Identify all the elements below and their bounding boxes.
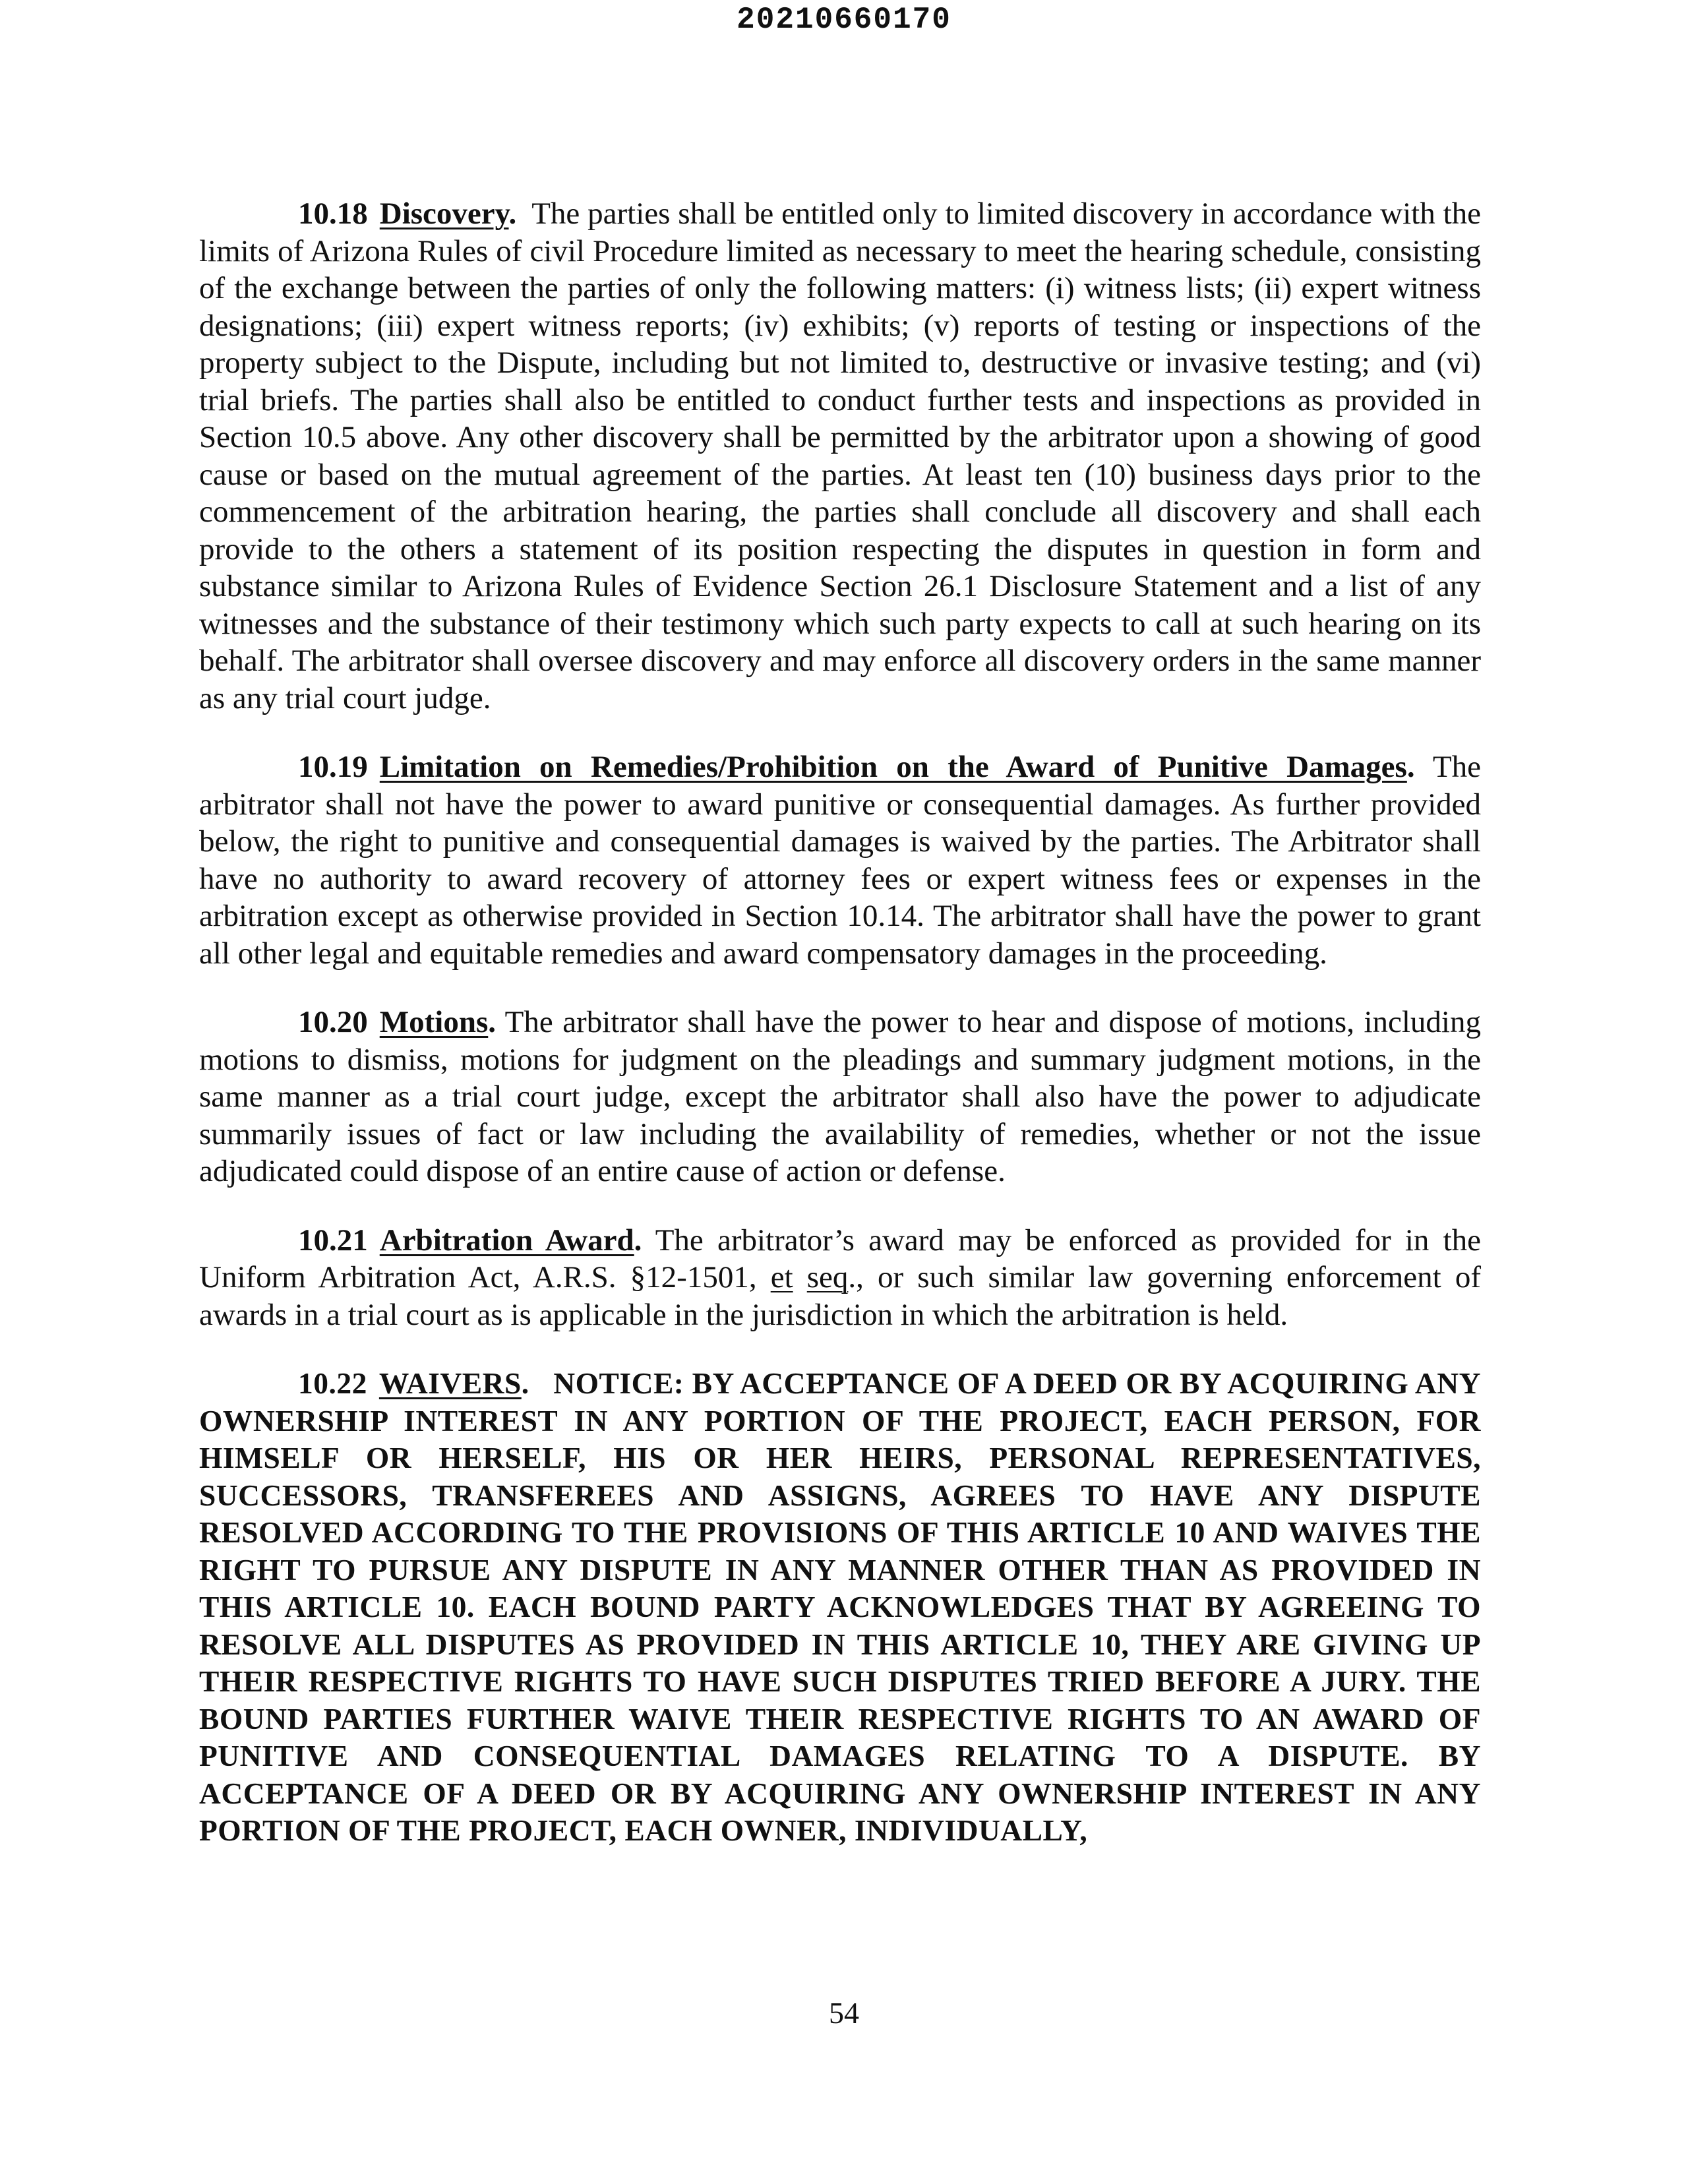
recording-number: 20210660170 (737, 3, 951, 37)
section-10-20: 10.20 Motions. The arbitrator shall have the power to hear and dispose of motions, including motions to dismiss, motions for judgment on the pleadings and summary judgment motions, in the same manner as a trial court judge, except the arbitrator shall also have the power to adjudicate summarily issues of fact or law including the availability of remedies, whether or not the issue adjudicated could dispose of an entire cause of action or defense. (199, 1005, 1481, 1188)
section-body: The arbitrator shall not have the power to award punitive or consequential damages. As further provided below, the right to punitive and consequential damages is waived by the parties. The Arbitrator shall have no authority to award recovery of attorney fees or expert witness fees or expenses in the arbitration except as otherwise provided in Section 10.14. The arbitrator shall have the power to grant all other legal and equitable remedies and award compensatory damages in the proceeding. (199, 750, 1481, 971)
section-body: The parties shall be entitled only to limited discovery in accordance with the limits of Arizona Rules of civil Procedure limited as necessary to meet the hearing schedule, consisting of the exchange between the parties of only the following matters: (i) witness lists; (ii) expert witness designations; (iii) expert witness reports; (iv) exhibits; (v) reports of testing or inspections of the property subject to the Dispute, including but not limited to, destructive or invasive testing; and (vi) trial briefs. The parties shall also be entitled to conduct further tests and inspections as provided in Section 10.5 above. Any other discovery shall be permitted by the arbitrator upon a showing of good cause or based on the mutual agreement of the parties. At least ten (10) business days prior to the commencement of the arbitration hearing, the parties shall conclude all discovery and shall each provide to the others a statement of its position respecting the disputes in question in form and substance similar to Arizona Rules of Evidence Section 26.1 Disclosure Statement and a list of any witnesses and the substance of their testimony which such party expects to call at such hearing on its behalf. The arbitrator shall oversee discovery and may enforce all discovery orders in the same manner as any trial court judge. (199, 197, 1481, 715)
section-title: Limitation on Remedies/Prohibition on the Award of Punitive Damages (379, 750, 1407, 784)
section-body-start: The arbitrator’s award may be enforced as provided for in the Uniform Arbitration Act, A.R.S. §12-1501, (199, 1223, 1482, 1294)
section-body-end: ., or such similar law governing enforcement of awards in a trial court as is applicable in the jurisdiction in which the arbitration is held. (199, 1260, 1481, 1332)
section-number: 10.22 (298, 1366, 367, 1400)
section-title: WAIVERS (378, 1366, 522, 1400)
section-body: NOTICE: BY ACCEPTANCE OF A DEED OR BY ACQUIRING ANY OWNERSHIP INTEREST IN ANY PORTION OF THE PROJECT, EACH PERSON, FOR HIMSELF OR HERSELF, HIS OR HER HEIRS, PERSONAL REPRESENTATIVES, SUCCESSORS, TRANSFEREES AND ASSIGNS, AGREES TO HAVE ANY DISPUTE RESOLVED ACCORDING TO THE PROVISIONS OF THIS ARTICLE 10 AND WAIVES THE RIGHT TO PURSUE ANY DISPUTE IN ANY MANNER OTHER THAN AS PROVIDED IN THIS ARTICLE 10. EACH BOUND PARTY ACKNOWLEDGES THAT BY AGREEING TO RESOLVE ALL DISPUTES AS PROVIDED IN THIS ARTICLE 10, THEY ARE GIVING UP THEIR RESPECTIVE RIGHTS TO HAVE SUCH DISPUTES TRIED BEFORE A JURY. THE BOUND PARTIES FURTHER WAIVE THEIR RESPECTIVE RIGHTS TO AN AWARD OF PUNITIVE AND CONSEQUENTIAL DAMAGES RELATING TO A DISPUTE. BY ACCEPTANCE OF A DEED OR BY ACQUIRING ANY OWNERSHIP INTEREST IN ANY PORTION OF THE PROJECT, EACH OWNER, INDIVIDUALLY, (199, 1366, 1481, 1847)
section-10-18: 10.18 Discovery. The parties shall be entitled only to limited discovery in accordance with the limits of Arizona Rules of civil Procedure limited as necessary to meet the hearing schedule, consisting of the exchange between the parties of only the following matters: (i) witness lists; (ii) expert witness designations; (iii) expert witness reports; (iv) exhibits; (v) reports of testing or inspections of the property subject to the Dispute, including but not limited to, destructive or invasive testing; and (vi) trial briefs. The parties shall also be entitled to conduct further tests and inspections as provided in Section 10.5 above. Any other discovery shall be permitted by the arbitrator upon a showing of good cause or based on the mutual agreement of the parties. At least ten (10) business days prior to the commencement of the arbitration hearing, the parties shall conclude all discovery and shall each provide to the others a statement of its position respecting the disputes in question in form and substance similar to Arizona Rules of Evidence Section 26.1 Disclosure Statement and a list of any witnesses and the substance of their testimony which such party expects to call at such hearing on its behalf. The arbitrator shall oversee discovery and may enforce all discovery orders in the same manner as any trial court judge. (199, 197, 1481, 715)
section-10-21: 10.21 Arbitration Award. The arbitrator’s award may be enforced as provided for in the Uniform Arbitration Act, A.R.S. §12-1501, et seq., or such similar law governing enforcement of awards in a trial court as is applicable in the jurisdiction in which the arbitration is held. (199, 1223, 1482, 1332)
page-number: 54 (829, 1996, 859, 2030)
seq-text: seq (806, 1260, 849, 1294)
section-number: 10.18 (298, 197, 368, 231)
section-10-22: 10.22 WAIVERS. NOTICE: BY ACCEPTANCE OF A DEED OR BY ACQUIRING ANY OWNERSHIP INTEREST IN ANY PORTION OF THE PROJECT, EACH PERSON, FOR HIMSELF OR HERSELF, HIS OR HER HEIRS, PERSONAL REPRESENTATIVES, SUCCESSORS, TRANSFEREES AND ASSIGNS, AGREES TO HAVE ANY DISPUTE RESOLVED ACCORDING TO THE PROVISIONS OF THIS ARTICLE 10 AND WAIVES THE RIGHT TO PURSUE ANY DISPUTE IN ANY MANNER OTHER THAN AS PROVIDED IN THIS ARTICLE 10. EACH BOUND PARTY ACKNOWLEDGES THAT BY AGREEING TO RESOLVE ALL DISPUTES AS PROVIDED IN THIS ARTICLE 10, THEY ARE GIVING UP THEIR RESPECTIVE RIGHTS TO HAVE SUCH DISPUTES TRIED BEFORE A JURY. THE BOUND PARTIES FURTHER WAIVE THEIR RESPECTIVE RIGHTS TO AN AWARD OF PUNITIVE AND CONSEQUENTIAL DAMAGES RELATING TO A DISPUTE. BY ACCEPTANCE OF A DEED OR BY ACQUIRING ANY OWNERSHIP INTEREST IN ANY PORTION OF THE PROJECT, EACH OWNER, INDIVIDUALLY, (199, 1366, 1481, 1847)
section-number: 10.21 (298, 1223, 368, 1258)
et-text: et (770, 1260, 793, 1294)
section-title: Motions (379, 1005, 489, 1039)
section-title: Arbitration Award (379, 1223, 634, 1258)
document-body (199, 195, 1481, 1881)
section-body: The arbitrator shall have the power to hear and dispose of motions, including motions to dismiss, motions for judgment on the pleadings and summary judgment motions, in the same manner as a trial court judge, except the arbitrator shall also have the power to adjudicate summarily issues of fact or law including the availability of remedies, whether or not the issue adjudicated could dispose of an entire cause of action or defense. (199, 1005, 1481, 1188)
section-10-19: 10.19 Limitation on Remedies/Prohibition on the Award of Punitive Damages. The arbitrator shall not have the power to award punitive or consequential damages. As further provided below, the right to punitive and consequential damages is waived by the parties. The Arbitrator shall have no authority to award recovery of attorney fees or expert witness fees or expenses in the arbitration except as otherwise provided in Section 10.14. The arbitrator shall have the power to grant all other legal and equitable remedies and award compensatory damages in the proceeding. (199, 750, 1481, 971)
section-title: Discovery (379, 197, 509, 231)
section-number: 10.20 (298, 1005, 368, 1039)
section-number: 10.19 (298, 750, 368, 784)
